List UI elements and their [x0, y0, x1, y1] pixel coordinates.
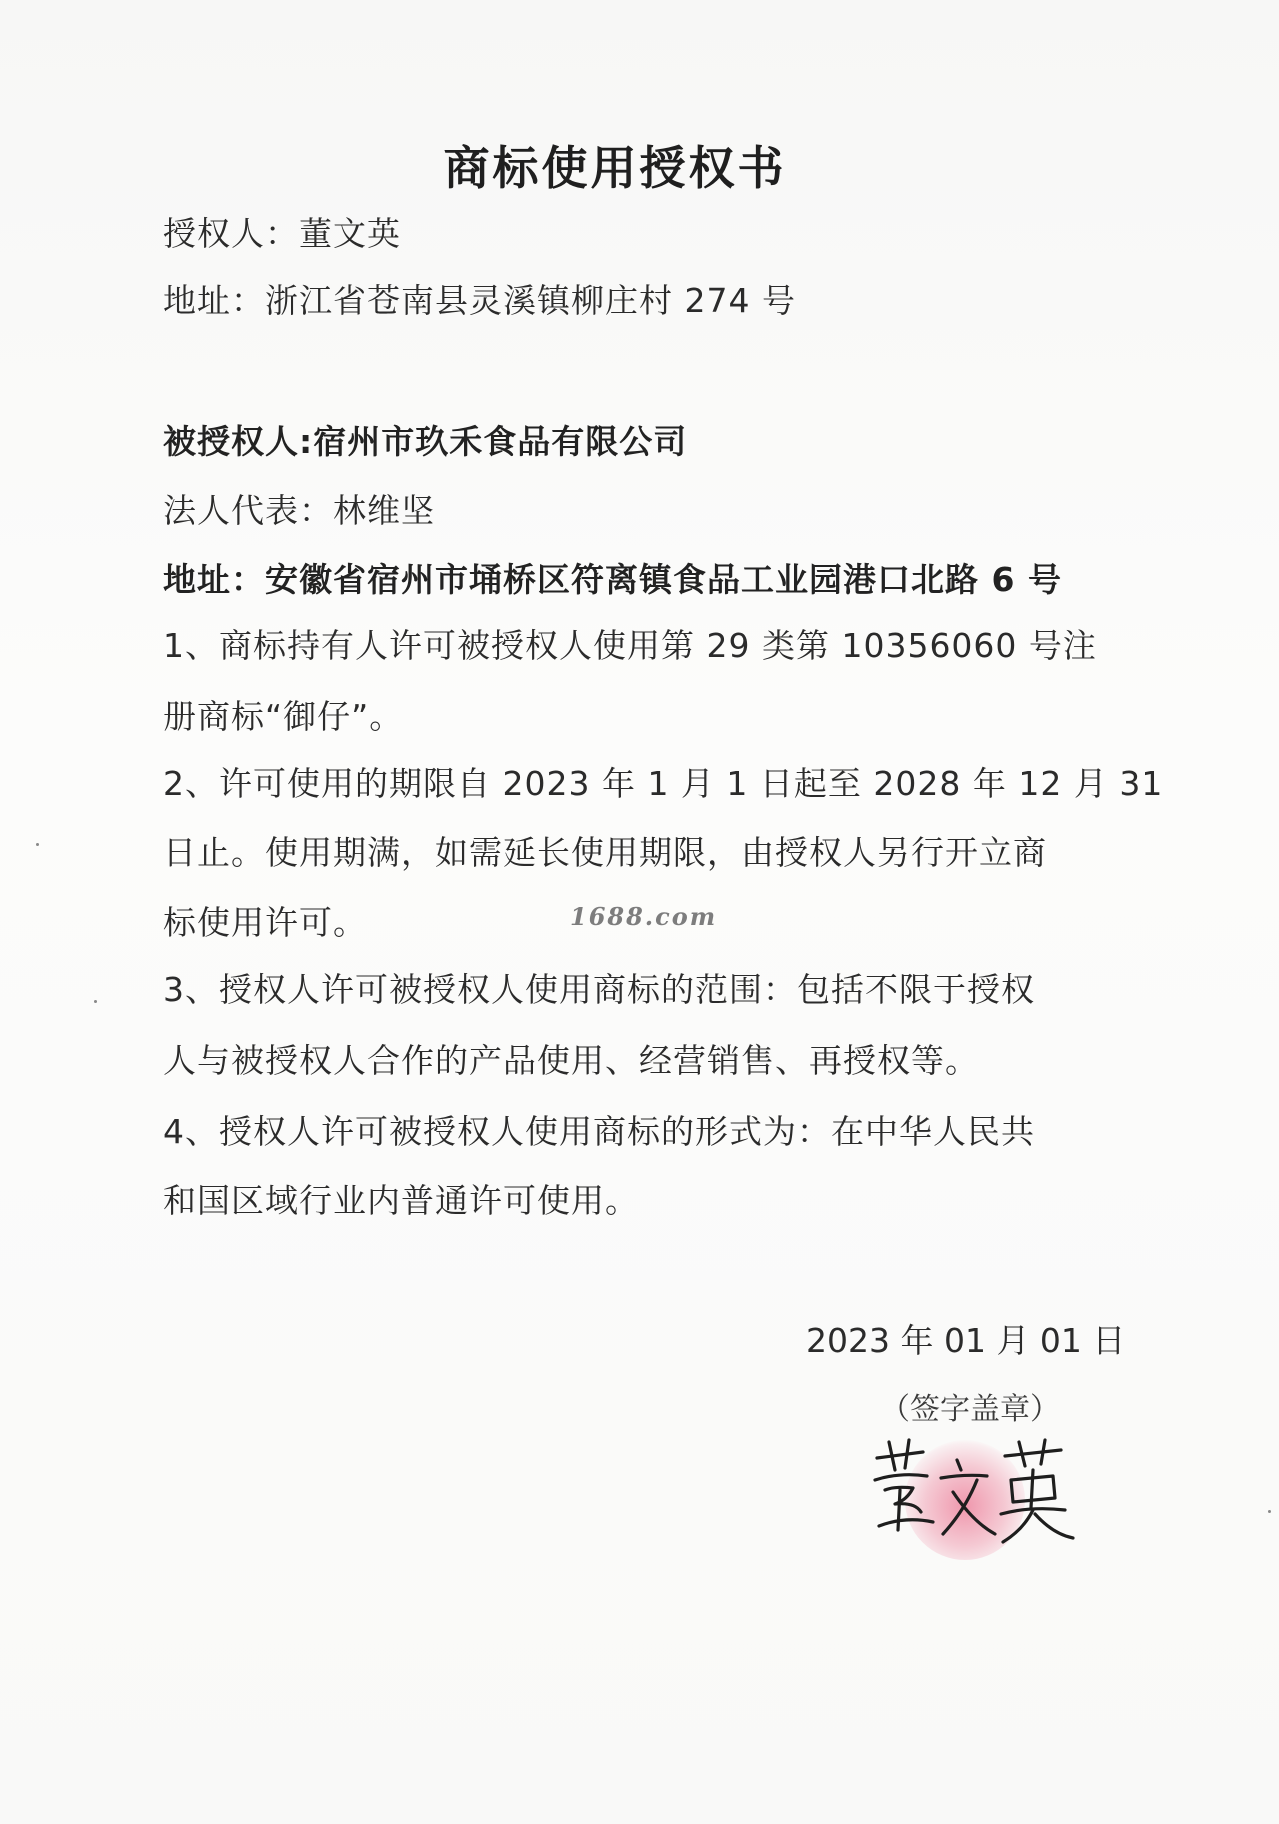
grantee-address-line: 地址：安徽省宿州市埇桥区符离镇食品工业园港口北路 6 号 — [163, 560, 1062, 599]
clause-3-line-1: 3、授权人许可被授权人使用商标的范围：包括不限于授权 — [163, 970, 1035, 1009]
clause-2-line-3: 标使用许可。 — [163, 903, 367, 942]
paper-speck — [94, 1000, 97, 1003]
clause-1-line-1: 1、商标持有人许可被授权人使用第 29 类第 10356060 号注 — [163, 626, 1097, 665]
clause-4-line-1: 4、授权人许可被授权人使用商标的形式为：在中华人民共 — [163, 1112, 1035, 1151]
clause-2-line-2: 日止。使用期满，如需延长使用期限，由授权人另行开立商 — [163, 833, 1047, 872]
paper-speck — [1268, 1510, 1271, 1513]
sign-and-seal-note: （签字盖章） — [880, 1392, 1060, 1427]
clause-2-line-1: 2、许可使用的期限自 2023 年 1 月 1 日起至 2028 年 12 月 31 — [163, 764, 1164, 803]
signing-date: 2023 年 01 月 01 日 — [806, 1321, 1126, 1360]
watermark: 1688.com — [570, 902, 718, 931]
grantor-line: 授权人：董文英 — [163, 214, 401, 253]
grantee-line: 被授权人:宿州市玖禾食品有限公司 — [163, 422, 688, 461]
clause-1-line-2: 册商标“御仔”。 — [163, 697, 404, 736]
legal-representative-line: 法人代表：林维坚 — [163, 491, 435, 530]
grantor-address-line: 地址：浙江省苍南县灵溪镇柳庄村 274 号 — [163, 281, 796, 320]
document-title: 商标使用授权书 — [443, 141, 787, 195]
handwritten-signature — [865, 1430, 1075, 1555]
clause-4-line-2: 和国区域行业内普通许可使用。 — [163, 1181, 639, 1220]
paper-speck — [36, 843, 39, 846]
clause-3-line-2: 人与被授权人合作的产品使用、经营销售、再授权等。 — [163, 1041, 979, 1080]
